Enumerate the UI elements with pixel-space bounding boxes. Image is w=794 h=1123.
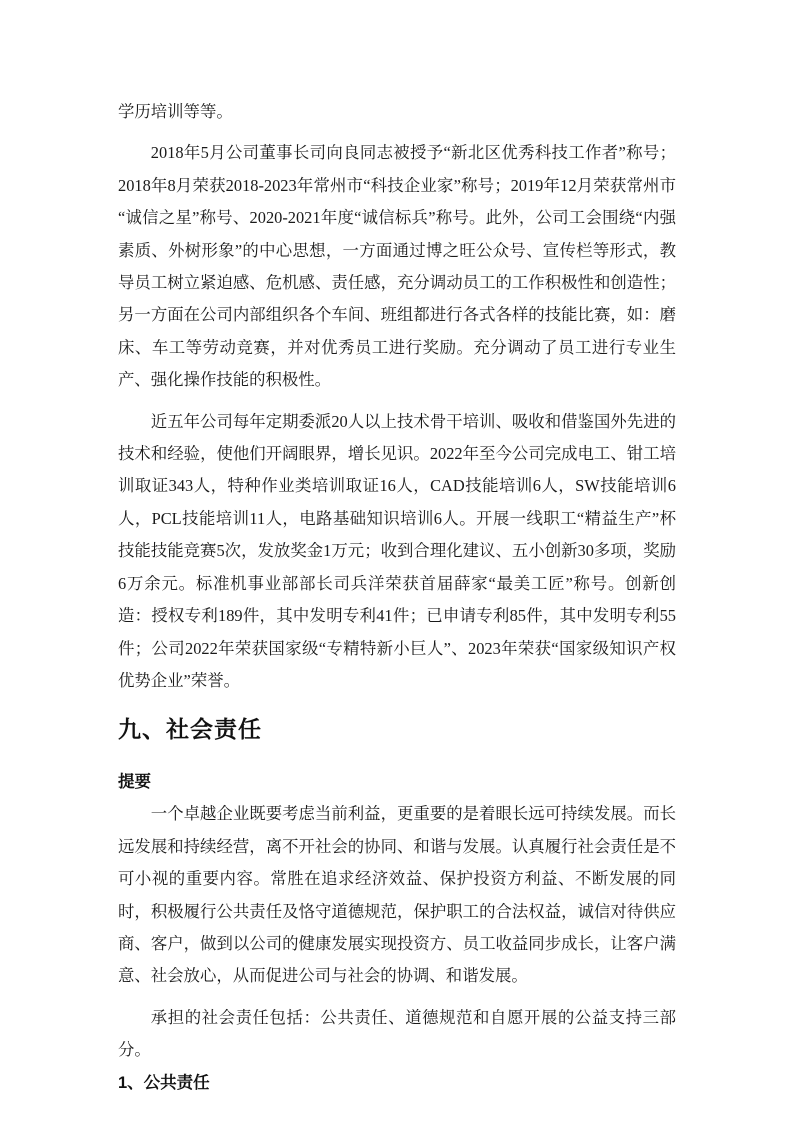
page-content [118, 96, 676, 1097]
section-heading-social-responsibility: 九、社会责任 [118, 716, 262, 743]
subheading-summary: 提要 [118, 773, 151, 792]
subheading-public-responsibility: 1、公共责任 [118, 1073, 210, 1092]
paragraph-summary: 一个卓越企业既要考虑当前利益，更重要的是着眼长远可持续发展。而长远发展和持续经营，离不开社会的协同、和谐与发展。认真履行社会责任是不可小视的重要内容。常胜在追求经济效益、保护投资方利益、不断发展的同时，积极履行公共责任及恪守道德规范，保护职工的合法权益，诚信对待供应商、客户，做到以公司的健康发展实现投资方、员工收益同步成长，让客户满意、社会放心，从而促进公司与社会的协调、和谐发展。 [118, 804, 676, 986]
paragraph-training-tail: 学历培训等等。 [118, 102, 233, 121]
paragraph-training-statistics: 近五年公司每年定期委派20人以上技术骨干培训、吸收和借鉴国外先进的技术和经验，使他们开阔眼界，增长见识。2022年至今公司完成电工、钳工培训取证343人，特种作业类培训取证16人，CAD技能培训6人，SW技能培训6人，PCL技能培训11人，电路基础知识培训6人。开展一线职工“精益生产”杯技能技能竞赛5次，发放奖金1万元；收到合理化建议、五小创新30多项，奖励6万余元。标准机事业部部长司兵洋荣获首届薛家“最美工匠”称号。创新创造：授权专利189件，其中发明专利41件；已申请专利85件，其中发明专利55件；公司2022年荣获国家级“专精特新小巨人”、2023年荣获“国家级知识产权优势企业”荣誉。 [118, 411, 676, 690]
paragraph-responsibility-parts: 承担的社会责任包括：公共责任、道德规范和自愿开展的公益支持三部分。 [118, 1007, 676, 1060]
paragraph-awards-honors: 2018年5月公司董事长司向良同志被授予“新北区优秀科技工作者”称号；2018年8月荣获2018-2023年常州市“科技企业家”称号；2019年12月荣获常州市“诚信之星”称号、2020-2021年度“诚信标兵”称号。此外，公司工会围绕“内强素质、外树形象”的中心思想，一方面通过博之旺公众号、宣传栏等形式，教导员工树立紧迫感、危机感、责任感，充分调动员工的工作积极性和创造性；另一方面在公司内部组织各个车间、班组都进行各式各样的技能比赛，如：磨床、车工等劳动竞赛，并对优秀员工进行奖励。充分调动了员工进行专业生产、强化操作技能的积极性。 [118, 143, 676, 390]
